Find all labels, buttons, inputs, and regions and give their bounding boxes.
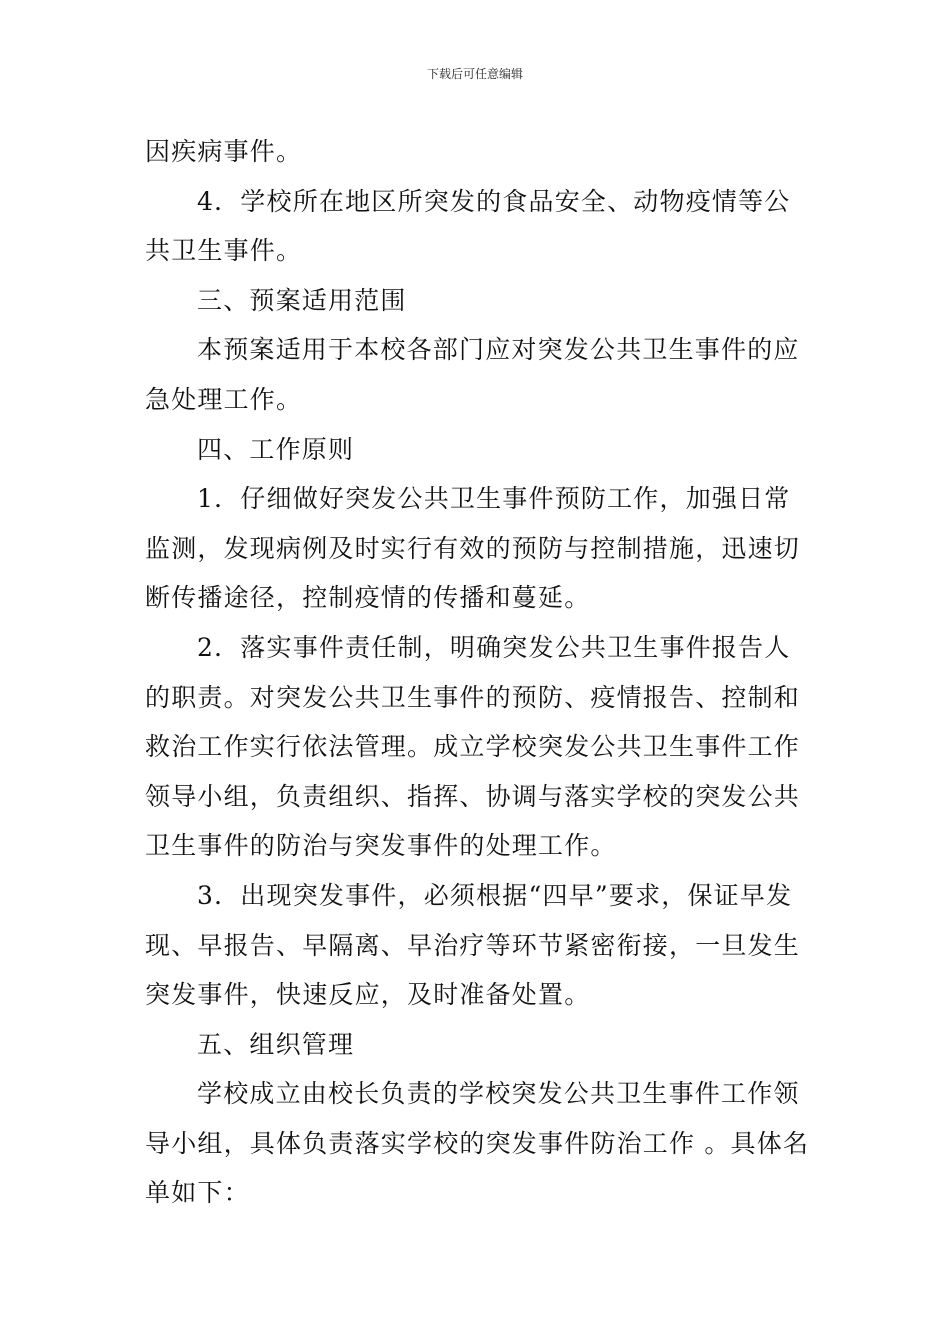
paragraph: 2．落实事件责任制，明确突发公共卫生事件报告人的职责。对突发公共卫生事件的预防、疫情报告、控制和救治工作实行依法管理。成立学校突发公共卫生事件工作领导小组，负责组织、指挥、协调与落实学校的突发公共卫生事件的防治与突发事件的处理工作。: [145, 632, 801, 861]
section-heading: 三、预案适用范围: [197, 285, 407, 315]
paragraph: 1．仔细做好突发公共卫生事件预防工作，加强日常监测，发现病例及时实行有效的预防与控制措施，迅速切断传播途径，控制疫情的传播和蔓延。: [145, 484, 801, 613]
paragraph: 本预案适用于本校各部门应对突发公共卫生事件的应急处理工作。: [145, 335, 800, 414]
section-heading: 五、组织管理: [197, 1029, 355, 1059]
section-heading: 四、工作原则: [197, 434, 355, 464]
paragraph: 因疾病事件。: [145, 137, 303, 166]
page-header: 下载后可任意编辑: [426, 67, 523, 81]
paragraph: 学校成立由校长负责的学校突发公共卫生事件工作领导小组，具体负责落实学校的突发事件防治工作 。具体名单如下：: [145, 1079, 810, 1208]
document-body: [145, 127, 813, 1218]
paragraph: 4．学校所在地区所突发的食品安全、动物疫情等公共卫生事件。: [145, 186, 791, 266]
paragraph: 3．出现突发事件，必须根据“四早”要求，保证早发现、早报告、早隔离、早治疗等环节紧密衔接，一旦发生突发事件，快速反应，及时准备处置。: [145, 880, 801, 1010]
